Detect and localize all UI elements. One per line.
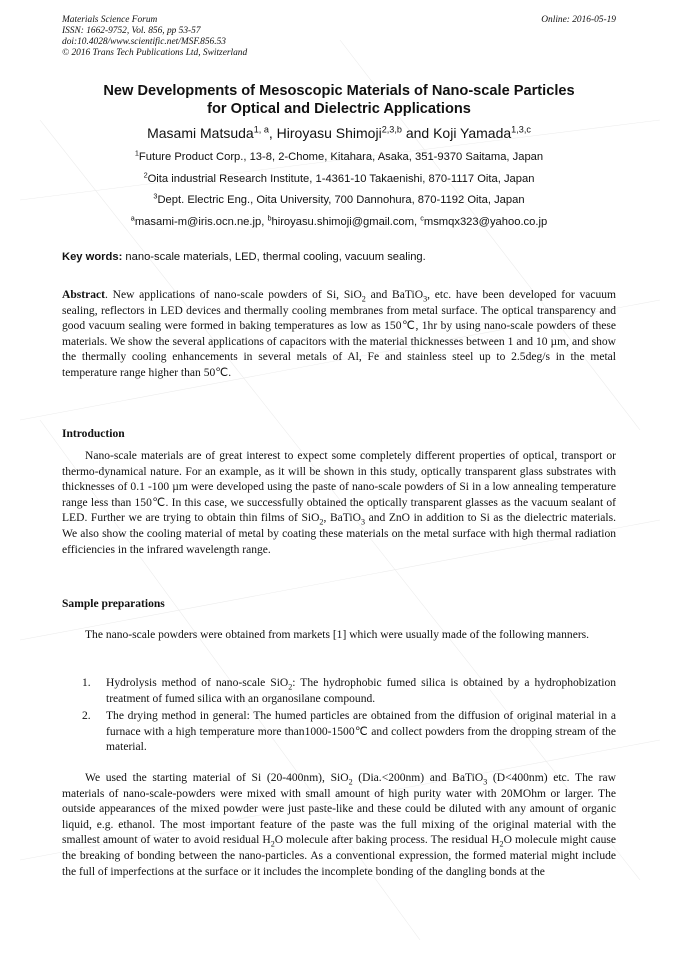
journal-doi: doi:10.4028/www.scientific.net/MSF.856.53 (62, 37, 226, 47)
keywords-label: Key words: (62, 251, 123, 263)
affiliation-1 (62, 150, 616, 164)
subscript: 2 (288, 682, 293, 692)
paper-title (62, 82, 616, 118)
email-mark: b (267, 213, 272, 223)
keywords (62, 250, 616, 264)
affiliation-mark: 1 (134, 148, 139, 158)
author-affiliation-mark: 2,3,b (381, 124, 402, 135)
list-text: : The hydrophobic fumed silica is obtained by a hydrophobization treatment of fumed silica with an organosilane compound. (106, 677, 616, 705)
preparation-method-list (82, 676, 616, 758)
author-name: Koji Yamada (433, 125, 512, 141)
list-text: The drying method in general: The humed particles are obtained from the diffusion of original material in a furnace with a high temperature more than1000-1500℃ and collect powders from the dropping stream of the material. (106, 710, 616, 754)
author-emails (62, 215, 616, 229)
email-mark: a (130, 213, 135, 223)
affiliation-text: Oita industrial Research Institute, 1-4361-10 Takaenishi, 870-1117 Oita, Japan (147, 173, 535, 185)
subscript: 2 (348, 777, 353, 787)
subscript: 2 (361, 294, 366, 304)
subscript: 2 (499, 839, 504, 849)
abstract-label: Abstract (62, 289, 105, 301)
subscript: 3 (423, 294, 428, 304)
abstract-text: , etc. have been developed for vacuum sealing, reflectors in LED devices and thermally cooling membranes from metal surface. The optical transparency and good vacuum sealing were formed in baking temperatures as low as 150℃, 1hr by using nano-scale powders of these materials. We show the several applications of capacitors with the material thicknesses between 1 and 10 µm, and show the thermally cooling enhancements in several metals of Al, Fe and stainless steel up to 2.5deg/s in the metal temperature range higher than 50℃. (62, 289, 617, 379)
list-number: 1. (82, 677, 91, 689)
body-text: We used the starting material of Si (20-400nm), SiO (85, 772, 349, 784)
subscript: 2 (319, 517, 324, 527)
affiliation-3 (62, 193, 616, 207)
author-separator: , (268, 125, 277, 141)
abstract (62, 288, 616, 382)
list-item (82, 676, 616, 707)
author-affiliation-mark: 1, a (253, 124, 269, 135)
list-item (82, 709, 616, 756)
body-text: (D<400nm) etc. The raw materials of nano-scale-powders were mixed with small amount of high purity water with 20MOhm or larger. The outside appearances of the mixed powder were just paste-like and these could be diluted with any amount of organic liquid, e.g. ethanol. The most important feature of the paste was the full mixing of the original material with the smallest amount of water to avoid residual H (62, 772, 616, 847)
subscript: 2 (270, 839, 275, 849)
body-text: Nano-scale materials are of great interest to expect some completely different properties of optical, transport or thermo-dynamical nature. For an example, as it will be shown in this study, optically transparent glass substrates with thicknesses of 0.1 -100 µm were developed using the paste of nano-scale powders of Si in a low annealing temperature range less than 150℃. In this case, we successfully obtained the optically transparent glasses as the vacuum sealant of LED. Further we are trying to obtain thin films of SiO (62, 450, 616, 525)
introduction-paragraph (62, 449, 616, 558)
body-text: (Dia.<200nm) and BaTiO (352, 772, 484, 784)
sample-paragraph-2 (62, 771, 616, 880)
author-list (62, 124, 616, 142)
keywords-text: nano-scale materials, LED, thermal cooling, vacuum sealing. (122, 251, 426, 263)
copyright-line: © 2016 Trans Tech Publications Ltd, Switzerland (62, 48, 248, 58)
affiliation-2 (62, 172, 616, 186)
journal-header (62, 15, 616, 59)
email-text: masami-m@iris.ocn.ne.jp, (134, 216, 268, 228)
body-text: , BaTiO (323, 512, 361, 525)
subscript: 3 (483, 777, 488, 787)
abstract-text: and BaTiO (365, 289, 424, 301)
body-text: O molecule after baking process. The residual H (274, 834, 500, 847)
author-name: Hiroyasu Shimoji (276, 125, 382, 141)
sample-preparations-heading: Sample preparations (62, 598, 165, 610)
title-line-1: New Developments of Mesoscopic Materials of Nano-scale Particles (103, 83, 575, 99)
introduction-heading: Introduction (62, 428, 125, 440)
journal-name: Materials Science Forum (62, 15, 158, 25)
email-text: hiroyasu.shimoji@gmail.com, (271, 216, 421, 228)
online-date: Online: 2016-05-19 (541, 15, 616, 25)
author-name: Masami Matsuda (147, 125, 254, 141)
body-text: O molecule might cause the breaking of bonding between the nano-particles. As a conventional expression, the formed material might include the full of imperfections at the surface or it includes the incomplete bonding of the dangling bonds at the (62, 834, 616, 878)
title-line-2: for Optical and Dielectric Applications (207, 101, 471, 117)
author-affiliation-mark: 1,3,c (511, 124, 531, 135)
affiliation-mark: 2 (143, 170, 148, 180)
journal-issn: ISSN: 1662-9752, Vol. 856, pp 53-57 (62, 26, 201, 36)
email-mark: c (420, 213, 424, 223)
affiliation-mark: 3 (153, 191, 158, 201)
sample-paragraph-1: The nano-scale powders were obtained from markets [1] which were usually made of the following manners. (85, 629, 590, 641)
affiliation-text: Dept. Electric Eng., Oita University, 700 Dannohura, 870-1192 Oita, Japan (157, 194, 525, 206)
list-number: 2. (82, 710, 91, 723)
affiliation-text: Future Product Corp., 13-8, 2-Chome, Kitahara, Asaka, 351-9370 Saitama, Japan (138, 151, 544, 163)
abstract-text: . New applications of nano-scale powders of Si, SiO (104, 289, 362, 301)
list-text: Hydrolysis method of nano-scale SiO (106, 677, 289, 689)
body-text: and ZnO in addition to Si as the dielectric materials. We also show the cooling material of metal by coating these materials on the metal surface with high thermal radiation efficiencies in the infrared wavelength range. (62, 512, 616, 556)
email-text: msmqx323@yahoo.co.jp (423, 216, 548, 228)
author-separator: and (401, 125, 434, 141)
subscript: 3 (360, 517, 366, 527)
